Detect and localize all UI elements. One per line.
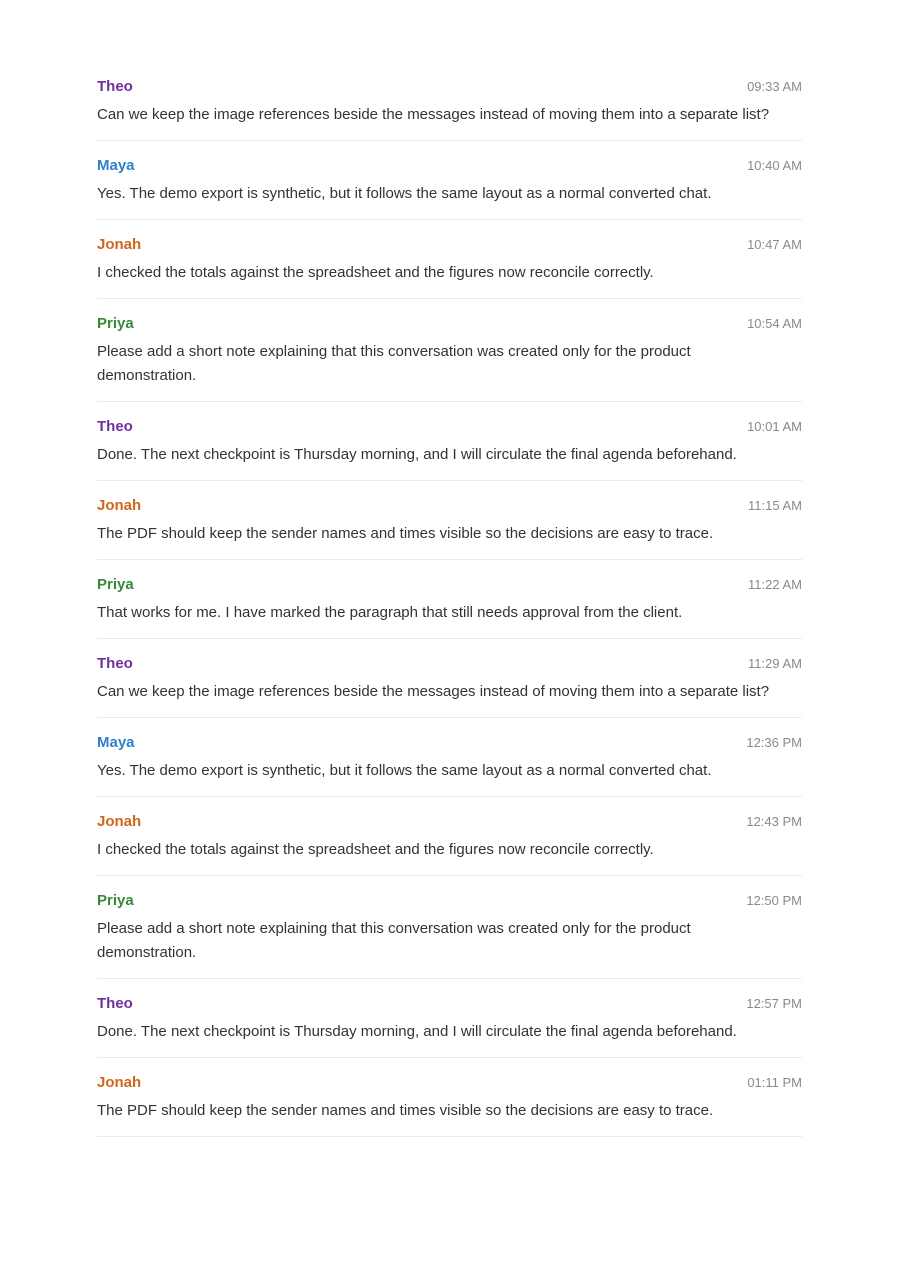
message bbox=[97, 402, 802, 481]
message-text: I checked the totals against the spreadsheet and the figures now reconcile correctly. bbox=[97, 264, 654, 281]
message-text: That works for me. I have marked the paragraph that still needs approval from the client. bbox=[97, 604, 683, 621]
message-text: Done. The next checkpoint is Thursday morning, and I will circulate the final agenda beforehand. bbox=[97, 1023, 737, 1040]
message bbox=[97, 220, 802, 299]
message-header bbox=[97, 315, 802, 333]
sender-name: Jonah bbox=[97, 1074, 142, 1091]
message-header bbox=[97, 813, 802, 831]
message bbox=[97, 73, 802, 141]
message-time: 12:43 PM bbox=[746, 814, 802, 829]
sender-name: Theo bbox=[97, 418, 133, 435]
message-time: 12:36 PM bbox=[746, 735, 802, 750]
message bbox=[97, 718, 802, 797]
message-time: 12:57 PM bbox=[746, 996, 802, 1011]
sender-name: Theo bbox=[97, 995, 133, 1012]
message bbox=[97, 299, 802, 402]
message-header bbox=[97, 418, 802, 436]
message-header bbox=[97, 655, 802, 673]
sender-name: Theo bbox=[97, 78, 133, 95]
message-text: The PDF should keep the sender names and times visible so the decisions are easy to trace. bbox=[97, 525, 714, 542]
message-time: 11:22 AM bbox=[748, 577, 802, 592]
message bbox=[97, 876, 802, 979]
message bbox=[97, 797, 802, 876]
message-time: 10:54 AM bbox=[747, 316, 802, 331]
message-time: 12:50 PM bbox=[746, 893, 802, 908]
message-header bbox=[97, 892, 802, 910]
message bbox=[97, 639, 802, 718]
message-header bbox=[97, 995, 802, 1013]
message-time: 10:47 AM bbox=[747, 237, 802, 252]
message-time: 10:40 AM bbox=[747, 158, 802, 173]
message-text: I checked the totals against the spreadsheet and the figures now reconcile correctly. bbox=[97, 841, 654, 858]
message-text: The PDF should keep the sender names and times visible so the decisions are easy to trace. bbox=[97, 1102, 714, 1119]
sender-name: Priya bbox=[97, 892, 134, 909]
message-text: Done. The next checkpoint is Thursday morning, and I will circulate the final agenda beforehand. bbox=[97, 446, 737, 463]
message-header bbox=[97, 497, 802, 515]
message-text: Can we keep the image references beside the messages instead of moving them into a separate list? bbox=[97, 106, 770, 123]
sender-name: Maya bbox=[97, 734, 135, 751]
message-text: Can we keep the image references beside the messages instead of moving them into a separate list? bbox=[97, 683, 770, 700]
sender-name: Priya bbox=[97, 315, 134, 332]
sender-name: Jonah bbox=[97, 497, 142, 514]
message-header bbox=[97, 236, 802, 254]
message-time: 09:33 AM bbox=[747, 79, 802, 94]
message bbox=[97, 1058, 802, 1137]
sender-name: Maya bbox=[97, 157, 135, 174]
message-text: Please add a short note explaining that this conversation was created only for the product demonstration. bbox=[97, 920, 691, 961]
sender-name: Priya bbox=[97, 576, 134, 593]
message bbox=[97, 481, 802, 560]
message bbox=[97, 141, 802, 220]
sender-name: Theo bbox=[97, 655, 133, 672]
sender-name: Jonah bbox=[97, 236, 142, 253]
message-header bbox=[97, 157, 802, 175]
sender-name: Jonah bbox=[97, 813, 142, 830]
message-time: 10:01 AM bbox=[747, 419, 802, 434]
message-text: Yes. The demo export is synthetic, but it follows the same layout as a normal converted chat. bbox=[97, 185, 712, 202]
message-header bbox=[97, 1074, 802, 1092]
message-header bbox=[97, 734, 802, 752]
message-header bbox=[97, 78, 802, 96]
message-time: 11:15 AM bbox=[748, 498, 802, 513]
message-header bbox=[97, 576, 802, 594]
message-text: Please add a short note explaining that this conversation was created only for the product demonstration. bbox=[97, 343, 691, 384]
message-text: Yes. The demo export is synthetic, but it follows the same layout as a normal converted chat. bbox=[97, 762, 712, 779]
message-time: 11:29 AM bbox=[748, 656, 802, 671]
message-time: 01:11 PM bbox=[747, 1075, 802, 1090]
message bbox=[97, 979, 802, 1058]
message bbox=[97, 560, 802, 639]
